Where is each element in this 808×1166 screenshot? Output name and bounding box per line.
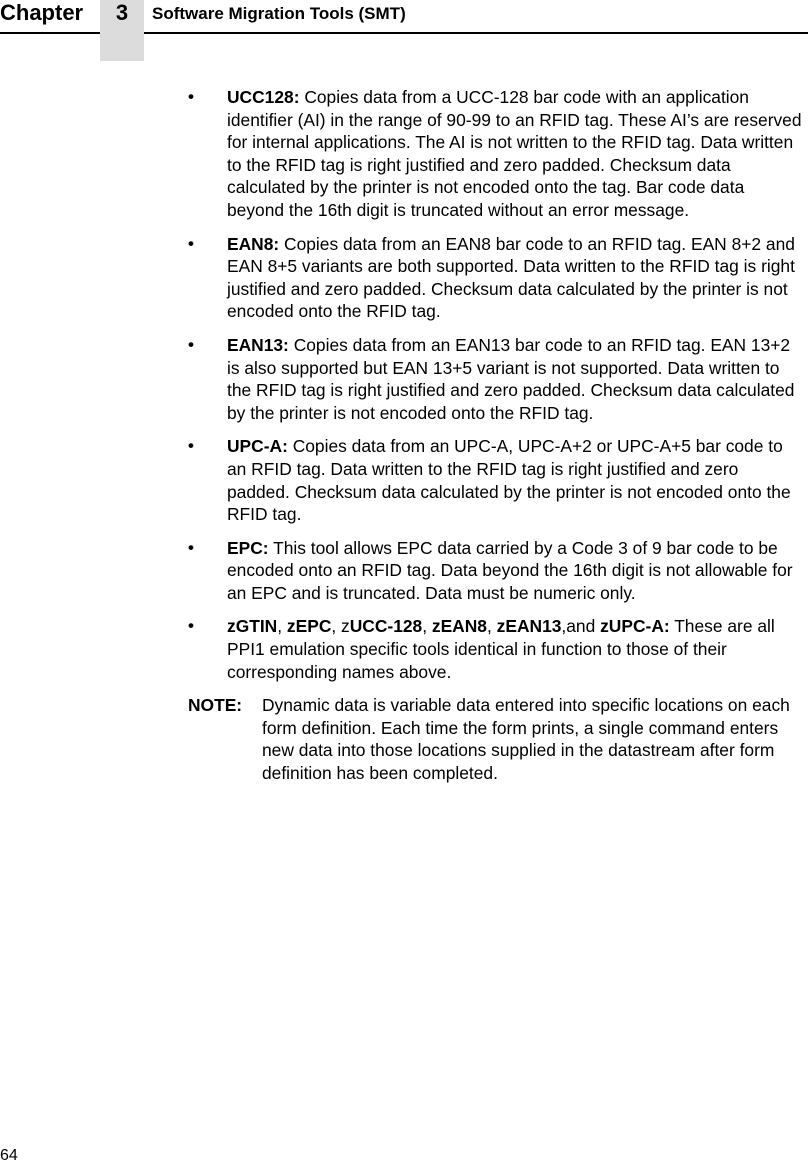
bullet-item-ean8 [188, 233, 804, 323]
bullet-term: EAN8: [227, 233, 280, 254]
bullet-term: EPC: [227, 537, 269, 558]
page-number: 64 [0, 1147, 18, 1164]
bullet-text: Copies data from an UPC-A, UPC-A+2 or UPC-A+5 bar code to an RFID tag. Data written to the RFID tag is right justified and zero padded. Checksum data calculated by the printer is not encoded onto the RFID tag. [227, 436, 791, 525]
bullet-term: UCC128: [227, 87, 300, 107]
note-block [188, 694, 804, 784]
bullet-dot: • [188, 537, 194, 557]
bullet-term: zEAN8 [431, 616, 487, 637]
bullet-item-ean13 [188, 334, 804, 424]
bullet-item-upc-a [188, 435, 804, 525]
bullet-term: zGTIN [227, 616, 278, 637]
bullet-text: Copies data from an EAN8 bar code to an RFID tag. EAN 8+2 and EAN 8+5 variants are both supported. Data written to the RFID tag is right justified and zero padded. Checksum data calculated by the printer is not encoded onto the RFID tag. [227, 233, 795, 322]
chapter-tab [100, 0, 144, 61]
note-text: Dynamic data is variable data entered into specific locations on each form definition. Each time the form prints, a single command enters new data into those locations supplied in the datastream after form definition has been completed. [262, 695, 790, 784]
bullet-text: Copies data from an EAN13 bar code to an RFID tag. EAN 13+2 is also supported but EAN 13+5 variant is not supported. Data written to the RFID tag is right justified and zero padded. Checksum data calculated by the printer is not encoded onto the RFID tag. [227, 334, 795, 423]
bullet-text: Copies data from a UCC-128 bar code with an application identifier (AI) in the range of 90-99 to an RFID tag. These AI’s are reserved for internal applications. The AI is not written to the RFID tag. Data written to the RFID tag is right justified and zero padded. Checksum data calculated by the printer is not encoded onto the tag. Bar code data beyond the 16th digit is truncated without an error message. [227, 87, 802, 220]
bullet-dot: • [188, 334, 194, 354]
section-title: Software Migration Tools (SMT) [152, 4, 406, 23]
chapter-label: Chapter [0, 0, 84, 25]
bullet-separator: , [486, 616, 497, 637]
bullet-dot: • [188, 233, 194, 253]
bullet-item-epc [188, 537, 804, 605]
bullet-dot: • [188, 436, 194, 456]
bullet-term: UPC-A: [227, 436, 288, 457]
bullet-item-ucc128 [188, 86, 804, 222]
bullet-text: These are all PPI1 emulation specific tools identical in function to those of their corresponding names above. [227, 616, 775, 682]
bullet-dot: • [188, 87, 194, 106]
bullet-term: UCC-128 [349, 616, 423, 637]
page-content [188, 86, 804, 785]
bullet-term: zUPC-A: [600, 616, 670, 637]
bullet-text: This tool allows EPC data carried by a Code 3 of 9 bar code to be encoded onto an RFID tag. Data beyond the 16th digit is not allowable for an EPC and is truncated. Data must be numeric only. [227, 537, 793, 603]
note-label: NOTE: [188, 695, 243, 716]
bullet-separator: , z [331, 616, 350, 637]
bullet-term: zEPC [286, 616, 332, 637]
bullet-term: EAN13: [227, 334, 289, 355]
chapter-number: 3 [115, 0, 129, 25]
bullet-separator: , [277, 616, 287, 637]
bullet-item-z-tools [188, 615, 804, 683]
bullet-separator: ,and [561, 616, 601, 637]
bullet-dot: • [188, 616, 194, 636]
page-header [0, 0, 808, 34]
bullet-separator: , [422, 616, 432, 637]
bullet-term: zEAN13 [496, 616, 562, 637]
